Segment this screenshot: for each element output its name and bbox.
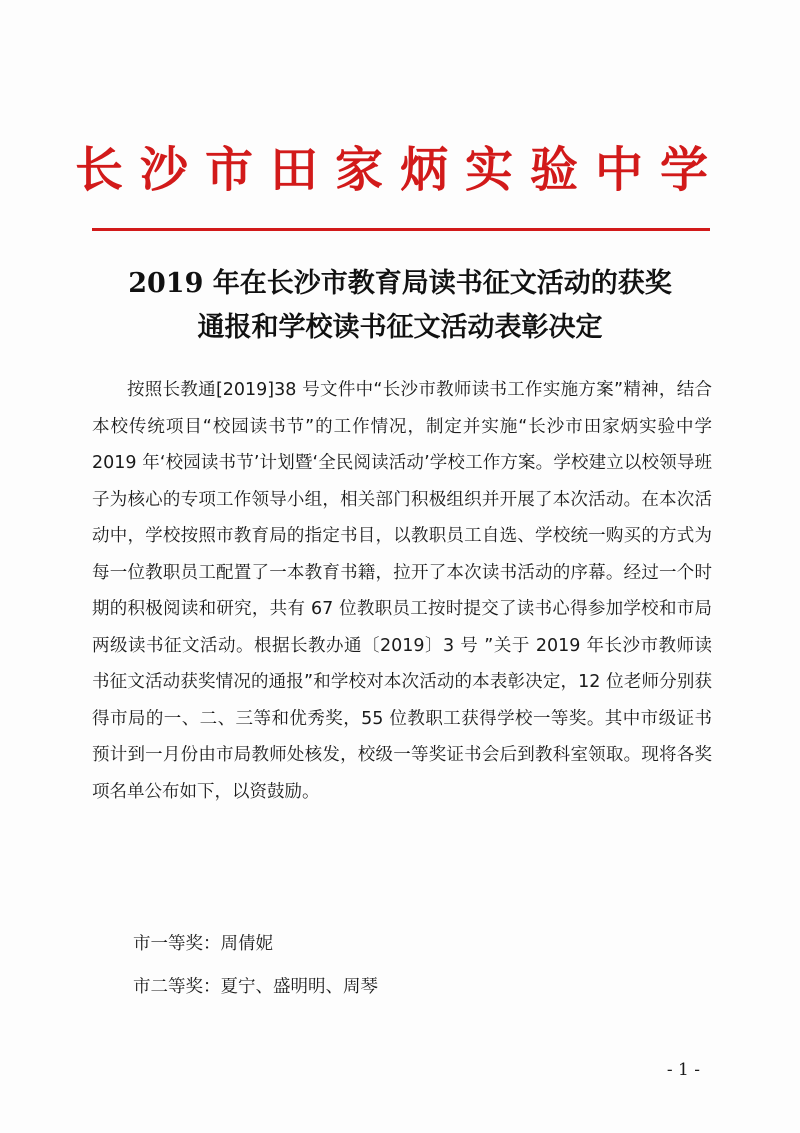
award-second-prize: 市二等奖：夏宁、盛明明、周琴 [133,977,378,997]
letterhead-org-name: 长沙市田家炳实验中学 [74,142,725,198]
body-paragraph: 按照长教通[2019]38 号文件中“长沙市教师读书工作实施方案”精神，结合本校传统项目“校园读书节”的工作情况，制定并实施“长沙市田家炳实验中学 2019 年‘校园读书节’计划暨‘全民阅读活动’学校工作方案。学校建立以校领导班子为核心的专项工作领导小组，相关部门积极组织并开展了本次活动。在本次活动中，学校按照市教育局的指定书目，以教职员工自选、学校统一购买的方式为每一位教职员工配置了一本教育书籍，拉开了本次读书活动的序幕。经过一个时期的积极阅读和研究，共有 67 位教职员工按时提交了读书心得参加学校和市局两级读书征文活动。根据长教办通〔2019〕3 号 ”关于 2019 年长沙市教师读书征文活动获奖情况的通报”和学校对本次活动的本表彰决定，12 位老师分别获得市局的一、二、三等和优秀奖，55 位教职工获得学校一等奖。其中市级证书预计到一月份由市局教师处核发，校级一等奖证书会后到教科室领取。现将各奖项名单公布如下，以资鼓励。 [92,380,712,802]
letterhead-divider [92,228,710,231]
document-title [80,262,720,350]
award-first-prize: 市一等奖：周倩妮 [133,934,273,954]
title-line-1: 2019 年在长沙市教育局读书征文活动的获奖 [128,268,672,299]
page-number: - 1 - [666,1060,700,1080]
document-body [92,372,712,810]
title-line-2: 通报和学校读书征文活动表彰决定 [197,312,603,343]
